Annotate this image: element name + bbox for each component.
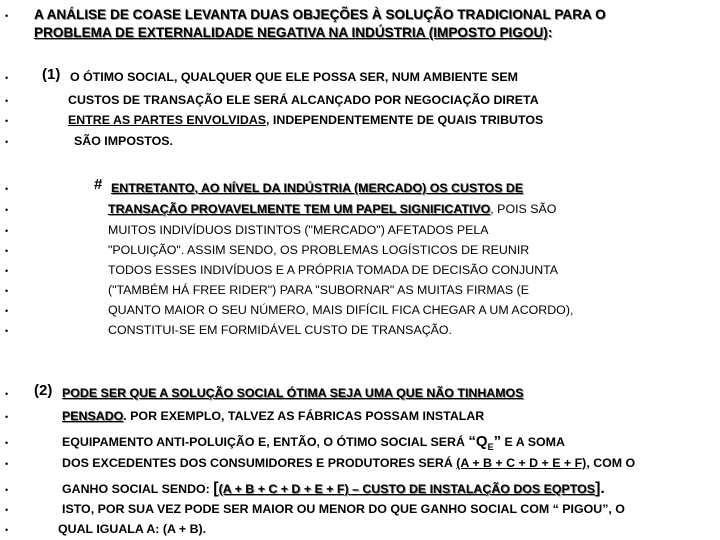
bullet: • <box>5 485 9 495</box>
bullet: • <box>5 205 9 215</box>
hash-text: ENTRETANTO, AO NÍVEL DA INDÚSTRIA (MERCADO) OS CUSTOS DE <box>111 181 524 195</box>
section2-number: (2) <box>34 382 53 399</box>
bullet: • <box>5 326 9 336</box>
bullet: • <box>5 459 9 469</box>
bullet: • <box>5 505 9 515</box>
bullet: • <box>5 116 9 126</box>
section1-text: O ÓTIMO SOCIAL, QUALQUER QUE ELE POSSA SER, NUM AMBIENTE SEM <box>70 70 518 84</box>
title-text: A ANÁLISE DE COASE LEVANTA DUAS OBJEÇÕES À SOLUÇÃO TRADICIONAL PARA O <box>34 7 606 22</box>
hash-text: TRANSAÇÃO PROVAVELMENTE TEM UM PAPEL SIGNIFICATIVO, POIS SÃO <box>108 202 557 216</box>
qe-symbol: “$Q_E$” <box>468 433 502 452</box>
section2-text: EQUIPAMENTO ANTI-POLUIÇÃO E, ENTÃO, O ÓTIMO SOCIAL SERÁ “$Q_E$” E A SOMA <box>62 433 565 452</box>
bullet: • <box>5 525 9 535</box>
hash-text: TODOS ESSES INDIVÍDUOS E A PRÓPRIA TOMADA DE DECISÃO CONJUNTA <box>108 263 559 277</box>
hash-text: CONSTITUI-SE EM FORMIDÁVEL CUSTO DE TRANSAÇÃO. <box>108 323 452 337</box>
bullet: • <box>5 96 9 106</box>
title-text-continued: PROBLEMA DE EXTERNALIDADE NEGATIVA NA INDÚSTRIA (IMPOSTO PIGOU): <box>34 25 553 40</box>
section1-text: ENTRE AS PARTES ENVOLVIDAS, INDEPENDENTEMENTE DE QUAIS TRIBUTOS <box>68 113 544 127</box>
bullet: • <box>5 137 9 147</box>
hash-text: QUANTO MAIOR O SEU NÚMERO, MAIS DIFÍCIL FICA CHEGAR A UM ACORDO), <box>108 303 574 317</box>
bullet: • <box>5 184 9 194</box>
bullet: • <box>5 266 9 276</box>
section2-text: GANHO SOCIAL SENDO: [(A + B + C + D + E + F) – CUSTO DE INSTALAÇÃO DOS EQPTOS]. <box>62 480 605 497</box>
section2-text: QUAL IGUALA A: (A + B). <box>58 522 207 536</box>
bullet: • <box>5 412 9 422</box>
bullet: • <box>5 73 9 83</box>
section1-text: SÃO IMPOSTOS. <box>74 134 173 148</box>
section2-text: DOS EXCEDENTES DOS CONSUMIDORES E PRODUTORES SERÁ (A + B + C + D + E + F), COM O <box>62 456 636 470</box>
section2-text: ISTO, POR SUA VEZ PODE SER MAIOR OU MENOR DO QUE GANHO SOCIAL COM “ PIGOU”, O <box>62 502 625 516</box>
section1-text: CUSTOS DE TRANSAÇÃO ELE SERÁ ALCANÇADO POR NEGOCIAÇÃO DIRETA <box>68 93 539 107</box>
hash-text: "POLUIÇÃO". ASSIM SENDO, OS PROBLEMAS LOGÍSTICOS DE REUNIR <box>108 243 530 257</box>
hash-symbol: # <box>94 176 103 193</box>
hash-text: MUITOS INDIVÍDUOS DISTINTOS ("MERCADO") AFETADOS PELA <box>108 223 489 237</box>
bullet: • <box>5 226 9 236</box>
section2-text: PODE SER QUE A SOLUÇÃO SOCIAL ÓTIMA SEJA UMA QUE NÃO TINHAMOS <box>62 386 524 400</box>
section1-number: (1) <box>42 66 61 83</box>
section2-text: PENSADO. POR EXEMPLO, TALVEZ AS FÁBRICAS POSSAM INSTALAR <box>62 409 485 423</box>
bullet: • <box>5 438 9 448</box>
bullet: • <box>5 286 9 296</box>
bullet: • <box>5 246 9 256</box>
bullet: • <box>5 389 9 399</box>
hash-text: ("TAMBÉM HÁ FREE RIDER") PARA "SUBORNAR" AS MUITAS FIRMAS (E <box>108 283 530 297</box>
bullet: • <box>5 306 9 316</box>
bullet: • <box>5 11 9 21</box>
